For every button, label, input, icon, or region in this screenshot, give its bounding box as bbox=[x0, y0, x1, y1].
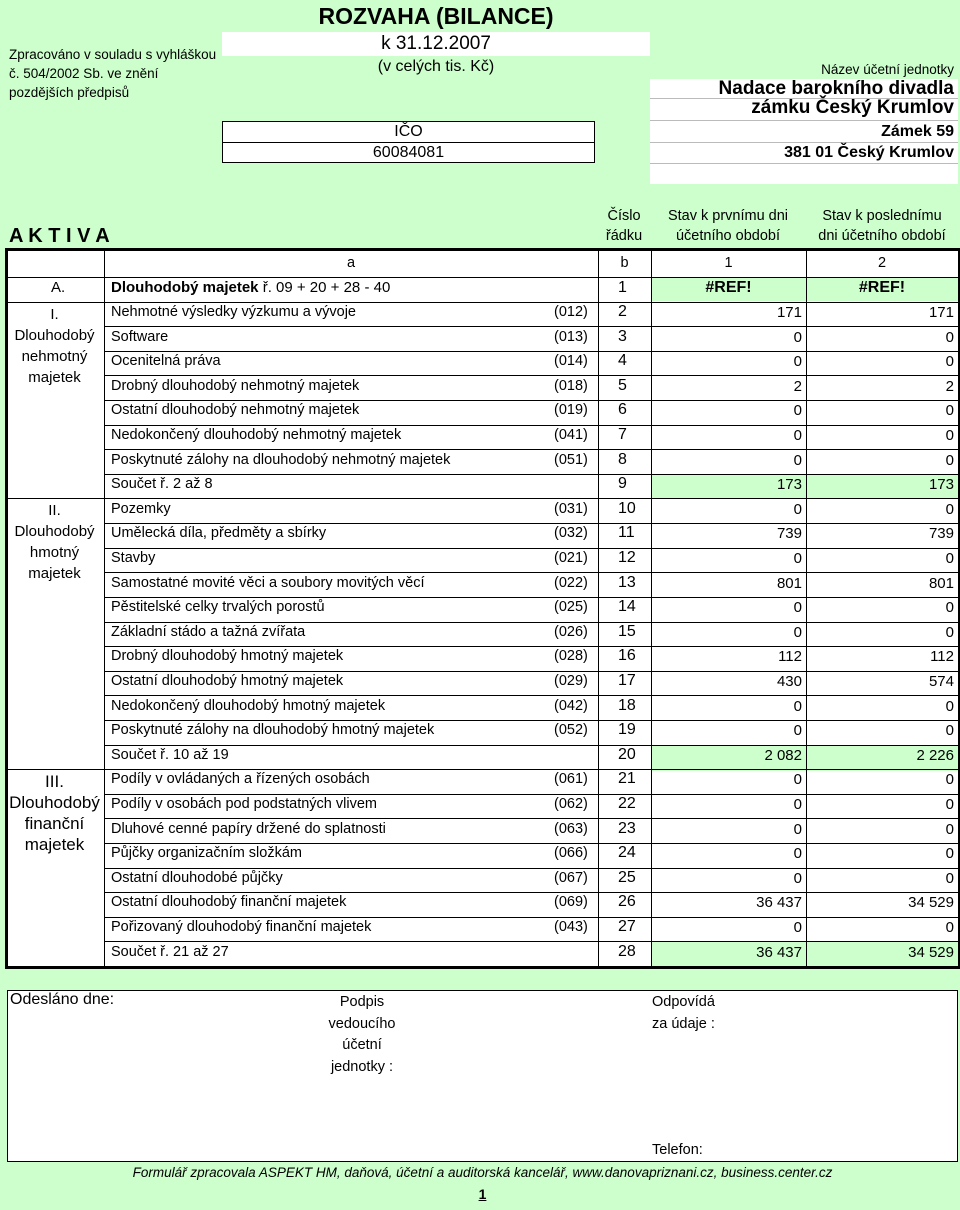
last-day-value: 0 bbox=[945, 698, 954, 715]
row-number: 2 bbox=[618, 303, 627, 320]
signature-label-line: vedoucího bbox=[328, 1015, 396, 1032]
row-number: 22 bbox=[618, 795, 636, 812]
table-hline bbox=[104, 745, 958, 746]
first-day-value: 801 bbox=[776, 575, 802, 592]
account-code: (029) bbox=[554, 673, 588, 689]
last-day-value: 0 bbox=[945, 821, 954, 838]
table-hline bbox=[104, 572, 958, 573]
table-row-label: Podíly v ovládaných a řízených osobách bbox=[111, 771, 370, 787]
account-code: (022) bbox=[554, 575, 588, 591]
row-number: 9 bbox=[618, 475, 627, 492]
signature-label-line: účetní bbox=[342, 1037, 382, 1053]
first-day-value: 739 bbox=[776, 525, 802, 542]
last-day-value: 0 bbox=[945, 427, 954, 444]
group-heading bbox=[7, 771, 102, 855]
account-code: (028) bbox=[554, 648, 588, 664]
table-row-label: Poskytnuté zálohy na dlouhodobý nehmotný majetek bbox=[111, 452, 451, 468]
table-hline bbox=[7, 498, 104, 499]
table-row-label: Nedokončený dlouhodobý hmotný majetek bbox=[111, 698, 386, 714]
table-row-label: Půjčky organizačním složkám bbox=[111, 845, 302, 861]
table-hline bbox=[104, 794, 958, 795]
last-day-value: 0 bbox=[945, 722, 954, 739]
first-day-value: 2 bbox=[793, 378, 802, 395]
first-day-value: 0 bbox=[793, 427, 802, 444]
last-day-value: 0 bbox=[945, 501, 954, 518]
table-hline bbox=[104, 646, 958, 647]
first-day-value: #REF! bbox=[705, 279, 752, 296]
table-hline bbox=[104, 769, 958, 770]
row-number: 26 bbox=[618, 893, 636, 910]
table-row-label: Podíly v osobách pod podstatných vlivem bbox=[111, 796, 377, 812]
sent-date-label: Odesláno dne: bbox=[10, 991, 115, 1008]
account-code: (021) bbox=[554, 550, 588, 566]
last-day-heading-line: dni účetního období bbox=[818, 228, 946, 244]
row-number: 28 bbox=[618, 943, 636, 960]
row-number: 19 bbox=[618, 721, 636, 738]
account-code: (052) bbox=[554, 722, 588, 738]
row-a-label-rest: ř. 09 + 20 + 28 - 40 bbox=[258, 279, 391, 296]
subtotal-last-day-value: 173 bbox=[928, 476, 954, 493]
table-hline bbox=[104, 892, 958, 893]
table-vline bbox=[104, 250, 105, 966]
subtotal-label: Součet ř. 21 až 27 bbox=[111, 944, 229, 960]
last-day-value: 2 bbox=[945, 378, 954, 395]
table-hline bbox=[104, 523, 958, 524]
last-day-value: 0 bbox=[945, 845, 954, 862]
table-hline bbox=[104, 326, 958, 327]
entity-address-line-2: 381 01 Český Krumlov bbox=[784, 144, 954, 161]
account-code: (025) bbox=[554, 599, 588, 615]
row-number: 15 bbox=[618, 623, 636, 640]
first-day-value: 0 bbox=[793, 722, 802, 739]
legal-note bbox=[9, 45, 216, 102]
column-letter: 1 bbox=[724, 255, 733, 271]
row-number-heading-line: Číslo bbox=[607, 208, 641, 224]
first-day-value: 0 bbox=[793, 452, 802, 469]
last-day-value: 0 bbox=[945, 452, 954, 469]
last-day-value: 0 bbox=[945, 624, 954, 641]
entity-address-line-1: Zámek 59 bbox=[881, 123, 954, 140]
first-day-value: 430 bbox=[776, 673, 802, 690]
table-hline bbox=[104, 720, 958, 721]
account-code: (014) bbox=[554, 353, 588, 369]
entity-rule bbox=[650, 142, 958, 143]
account-code: (063) bbox=[554, 821, 588, 837]
table-hline bbox=[104, 622, 958, 623]
table-hline bbox=[104, 597, 958, 598]
table-hline bbox=[104, 449, 958, 450]
row-number: 11 bbox=[618, 524, 635, 541]
group-heading bbox=[7, 304, 102, 388]
first-day-value: 0 bbox=[793, 402, 802, 419]
entity-name-line-1: Nadace barokního divadla bbox=[718, 78, 954, 99]
group-name-line: Dlouhodobý bbox=[9, 793, 100, 812]
row-number: 4 bbox=[618, 352, 627, 369]
first-day-value: 0 bbox=[793, 501, 802, 518]
entity-rule bbox=[650, 120, 958, 121]
table-hline bbox=[104, 425, 958, 426]
signature-label bbox=[315, 992, 409, 1078]
first-day-heading-line: účetního období bbox=[675, 228, 780, 244]
last-day-heading bbox=[806, 206, 958, 246]
row-number: 27 bbox=[618, 918, 636, 935]
last-day-value: 739 bbox=[928, 525, 954, 542]
table-hline bbox=[104, 917, 958, 918]
last-day-heading-line: Stav k poslednímu bbox=[822, 208, 942, 224]
first-day-value: 36 437 bbox=[756, 894, 802, 911]
group-name-line: Dlouhodobý bbox=[14, 523, 95, 540]
last-day-value: 0 bbox=[945, 353, 954, 370]
account-code: (043) bbox=[554, 919, 588, 935]
table-hline bbox=[104, 966, 958, 967]
table-row-label: Ostatní dlouhodobý nehmotný majetek bbox=[111, 402, 360, 418]
account-code: (067) bbox=[554, 870, 588, 886]
table-hline bbox=[104, 474, 958, 475]
table-row-label: Poskytnuté zálohy na dlouhodobý hmotný majetek bbox=[111, 722, 435, 738]
subtotal-first-day-value: 2 082 bbox=[764, 747, 802, 764]
group-name-line: majetek bbox=[28, 369, 81, 386]
table-hline bbox=[7, 302, 104, 303]
subtotal-label: Součet ř. 10 až 19 bbox=[111, 747, 229, 763]
first-day-value: 0 bbox=[793, 698, 802, 715]
column-letter: b bbox=[620, 255, 629, 271]
section-heading: A K T I V A bbox=[9, 225, 110, 247]
row-number-heading bbox=[598, 206, 650, 246]
ico-value: 60084081 bbox=[372, 144, 445, 161]
row-number: 10 bbox=[618, 500, 636, 517]
form-credit: Formulář zpracovala ASPEKT HM, daňová, účetní a auditorská kancelář, www.danovapriznani.cz, business.center.cz bbox=[132, 1165, 833, 1180]
account-code: (051) bbox=[554, 452, 588, 468]
phone-label: Telefon: bbox=[652, 1142, 703, 1158]
table-row-label: Drobný dlouhodobý nehmotný majetek bbox=[111, 378, 360, 394]
legal-note-line: pozdějších předpisů bbox=[9, 85, 130, 100]
account-code: (018) bbox=[554, 378, 588, 394]
row-number: 20 bbox=[618, 746, 636, 763]
first-day-value: 171 bbox=[776, 304, 802, 321]
group-mark: II. bbox=[48, 502, 61, 519]
table-row-label: Nedokončený dlouhodobý nehmotný majetek bbox=[111, 427, 402, 443]
last-day-value: 0 bbox=[945, 402, 954, 419]
row-number: 16 bbox=[618, 647, 636, 664]
last-day-value: 0 bbox=[945, 599, 954, 616]
signature-box bbox=[7, 990, 958, 1162]
account-code: (042) bbox=[554, 698, 588, 714]
row-number: 14 bbox=[618, 598, 636, 615]
account-code: (013) bbox=[554, 329, 588, 345]
subtotal-last-day-value: 2 226 bbox=[916, 747, 954, 764]
group-name-line: Dlouhodobý bbox=[14, 327, 95, 344]
row-number: 8 bbox=[618, 451, 627, 468]
last-day-value: 0 bbox=[945, 550, 954, 567]
entity-name-line-2: zámku Český Krumlov bbox=[751, 97, 954, 118]
first-day-value: 0 bbox=[793, 821, 802, 838]
table-hline bbox=[104, 302, 958, 303]
subtotal-last-day-value: 34 529 bbox=[908, 944, 954, 961]
table-row-label: Základní stádo a tažná zvířata bbox=[111, 624, 306, 640]
table-hline bbox=[5, 248, 960, 251]
account-code: (019) bbox=[554, 402, 588, 418]
responsible-label-line: Odpovídá bbox=[652, 994, 715, 1010]
report-date: k 31.12.2007 bbox=[381, 33, 491, 54]
table-hline bbox=[104, 941, 958, 942]
last-day-value: 112 bbox=[930, 648, 954, 665]
account-code: (026) bbox=[554, 624, 588, 640]
group-heading bbox=[7, 500, 102, 584]
account-code: (041) bbox=[554, 427, 588, 443]
row-number: 5 bbox=[618, 377, 627, 394]
row-number: 21 bbox=[618, 770, 636, 787]
last-day-value: 0 bbox=[945, 919, 954, 936]
table-hline bbox=[104, 843, 958, 844]
legal-note-line: č. 504/2002 Sb. ve znění bbox=[9, 66, 159, 81]
first-day-heading-line: Stav k prvnímu dni bbox=[667, 208, 789, 224]
report-units: (v celých tis. Kč) bbox=[377, 58, 495, 75]
row-number-heading-line: řádku bbox=[605, 228, 643, 244]
table-hline bbox=[104, 818, 958, 819]
column-letter: 2 bbox=[877, 255, 887, 271]
column-letter: a bbox=[346, 255, 356, 271]
table-row-label: Samostatné movité věci a soubory movitých věcí bbox=[111, 575, 425, 591]
table-hline bbox=[104, 868, 958, 869]
last-day-value: 0 bbox=[945, 870, 954, 887]
table-row-label: Ocenitelná práva bbox=[111, 353, 221, 369]
table-hline bbox=[104, 400, 958, 401]
row-number: 24 bbox=[618, 844, 636, 861]
table-row-label: Ostatní dlouhodobé půjčky bbox=[111, 870, 283, 886]
last-day-value: 0 bbox=[945, 796, 954, 813]
page-title: ROZVAHA (BILANCE) bbox=[318, 3, 554, 29]
table-hline bbox=[104, 351, 958, 352]
account-code: (061) bbox=[554, 771, 588, 787]
first-day-value: 112 bbox=[778, 648, 802, 665]
responsible-label bbox=[652, 992, 715, 1035]
table-row-label: Umělecká díla, předměty a sbírky bbox=[111, 525, 327, 541]
table-hline bbox=[7, 769, 104, 770]
responsible-label-line: za údaje : bbox=[652, 1015, 715, 1032]
last-day-value: 171 bbox=[928, 304, 954, 321]
row-number: 1 bbox=[618, 279, 627, 296]
row-number: 6 bbox=[618, 401, 627, 418]
ico-label: IČO bbox=[394, 123, 423, 140]
page-number: 1 bbox=[478, 1186, 487, 1202]
table-row-label: Ostatní dlouhodobý finanční majetek bbox=[111, 894, 347, 910]
group-name-line: hmotný bbox=[29, 544, 80, 561]
first-day-value: 0 bbox=[793, 771, 802, 788]
table-hline bbox=[104, 498, 958, 499]
first-day-value: 0 bbox=[793, 550, 802, 567]
first-day-heading bbox=[651, 206, 805, 246]
row-number: 17 bbox=[618, 672, 636, 689]
account-code: (031) bbox=[554, 501, 588, 517]
row-number: 23 bbox=[618, 820, 636, 837]
row-number: 12 bbox=[618, 549, 636, 566]
last-day-value: #REF! bbox=[858, 279, 906, 296]
table-row-label: Drobný dlouhodobý hmotný majetek bbox=[111, 648, 344, 664]
first-day-value: 0 bbox=[793, 624, 802, 641]
legal-note-line: Zpracováno v souladu s vyhláškou bbox=[9, 47, 217, 62]
group-mark: III. bbox=[45, 772, 64, 791]
row-number: 18 bbox=[618, 697, 636, 714]
first-day-value: 0 bbox=[793, 353, 802, 370]
first-day-value: 0 bbox=[793, 845, 802, 862]
entity-rule bbox=[650, 163, 958, 164]
table-row-label: Stavby bbox=[111, 550, 156, 566]
row-a-mark: A. bbox=[51, 279, 66, 296]
first-day-value: 0 bbox=[793, 919, 802, 936]
account-code: (032) bbox=[554, 525, 588, 541]
first-day-value: 0 bbox=[793, 870, 802, 887]
first-day-value: 0 bbox=[793, 796, 802, 813]
last-day-value: 0 bbox=[945, 329, 954, 346]
table-row-label: Software bbox=[111, 329, 169, 345]
table-row-label: Nehmotné výsledky výzkumu a vývoje bbox=[111, 304, 356, 320]
table-row-label: Dluhové cenné papíry držené do splatnosti bbox=[111, 821, 386, 837]
row-number: 7 bbox=[618, 426, 627, 443]
group-name-line: majetek bbox=[24, 835, 85, 854]
account-code: (066) bbox=[554, 845, 588, 861]
table-hline bbox=[7, 277, 958, 278]
first-day-value: 0 bbox=[793, 599, 802, 616]
group-name-line: majetek bbox=[28, 565, 81, 582]
ico-divider bbox=[222, 142, 595, 143]
table-row-label: Pěstitelské celky trvalých porostů bbox=[111, 599, 325, 615]
last-day-value: 574 bbox=[928, 673, 954, 690]
signature-label-line: Podpis bbox=[339, 994, 385, 1010]
subtotal-label: Součet ř. 2 až 8 bbox=[111, 476, 213, 492]
first-day-value: 0 bbox=[793, 329, 802, 346]
table-hline bbox=[104, 671, 958, 672]
last-day-value: 34 529 bbox=[908, 894, 954, 911]
last-day-value: 801 bbox=[928, 575, 954, 592]
row-a-label-bold: Dlouhodobý majetek bbox=[111, 279, 259, 296]
row-number: 13 bbox=[618, 574, 636, 591]
table-hline bbox=[104, 548, 958, 549]
account-code: (062) bbox=[554, 796, 588, 812]
table-hline bbox=[104, 375, 958, 376]
group-mark: I. bbox=[50, 306, 59, 323]
table-hline bbox=[104, 695, 958, 696]
table-row-label: Ostatní dlouhodobý hmotný majetek bbox=[111, 673, 344, 689]
subtotal-first-day-value: 36 437 bbox=[756, 944, 802, 961]
table-row-label: Pozemky bbox=[111, 501, 171, 517]
table-row-label: Pořizovaný dlouhodobý finanční majetek bbox=[111, 919, 372, 935]
row-number: 25 bbox=[618, 869, 636, 886]
group-name-line: nehmotný bbox=[21, 348, 88, 365]
signature-label-line: jednotky : bbox=[330, 1058, 394, 1075]
group-name-line: finanční bbox=[24, 814, 85, 833]
last-day-value: 0 bbox=[945, 771, 954, 788]
account-code: (012) bbox=[554, 304, 588, 320]
entity-label: Název účetní jednotky bbox=[821, 62, 954, 77]
row-a-label bbox=[111, 279, 390, 296]
table-vline bbox=[598, 250, 599, 966]
subtotal-first-day-value: 173 bbox=[776, 476, 802, 493]
account-code: (069) bbox=[554, 894, 588, 910]
row-number: 3 bbox=[618, 328, 627, 345]
